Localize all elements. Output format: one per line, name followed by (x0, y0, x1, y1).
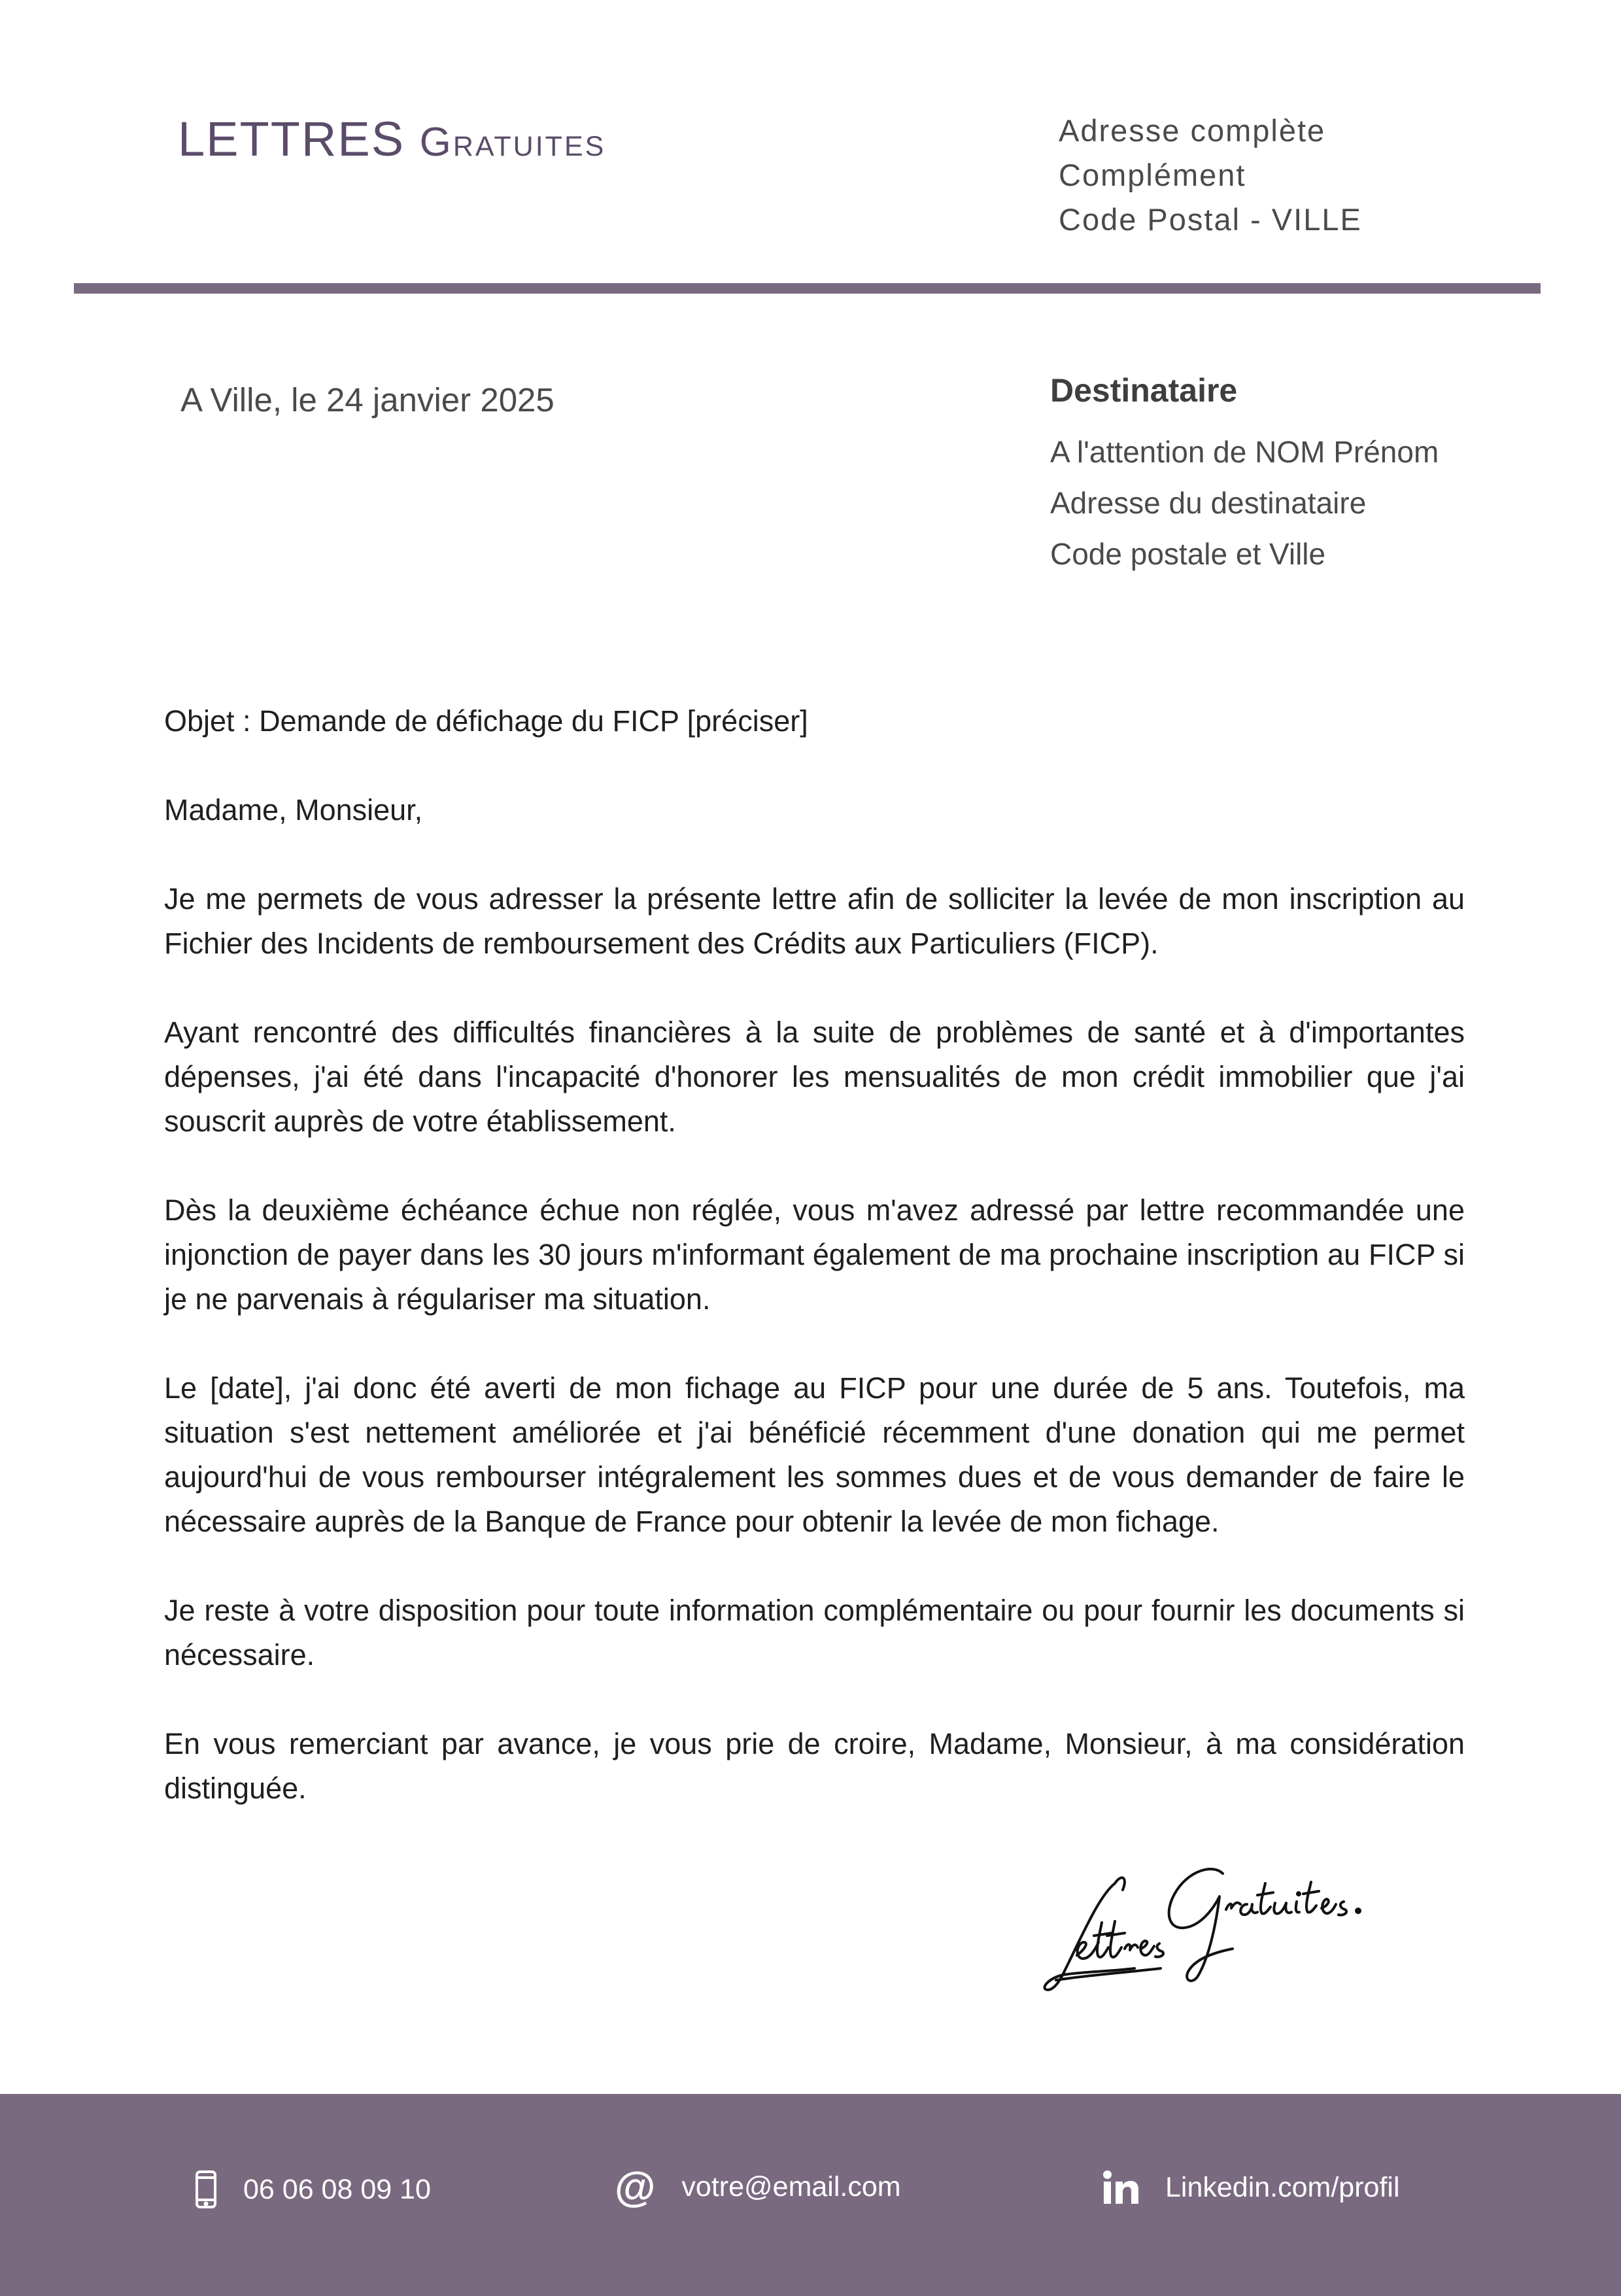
letter-object: Objet : Demande de défichage du FICP [préciser] (164, 704, 808, 738)
handwritten-signature (1036, 1844, 1416, 2001)
linkedin-text: Linkedin.com/profil (1165, 2171, 1400, 2203)
recipient-line: A l'attention de NOM Prénom (1050, 435, 1439, 469)
letter-paragraph: Je me permets de vous adresser la présente lettre afin de solliciter la levée de mon inscription au Fichier des Incidents de remboursement des Crédits aux Particuliers (FICP). (164, 882, 1465, 960)
brand-first: LETTRES (178, 112, 405, 166)
date-line: A Ville, le 24 janvier 2025 (180, 381, 555, 419)
brand-second: Gratuites (419, 120, 606, 165)
letter-paragraph: Le [date], j'ai donc été averti de mon fichage au FICP pour une durée de 5 ans. Toutefois, ma situation s'est nettement améliorée et j'ai bénéficié récemment d'une donation qui me permet aujourd'hui de vous rembourser intégralement les sommes dues et de vous demander de faire le nécessaire auprès de la Banque de France pour obtenir la levée de mon fichage. (164, 1371, 1465, 1538)
letter-body (164, 699, 1465, 1855)
linkedin-icon (1102, 2170, 1139, 2205)
letter-paragraph: En vous remerciant par avance, je vous prie de croire, Madame, Monsieur, à ma considération distinguée. (164, 1727, 1465, 1805)
sender-address-line: Complément (1059, 158, 1246, 192)
recipient-line: Code postale et Ville (1050, 537, 1326, 571)
footer-phone[interactable] (195, 2170, 431, 2209)
letter-paragraph: Ayant rencontré des difficultés financières à la suite de problèmes de santé et à d'importantes dépenses, j'ai été dans l'incapacité d'honorer les mensualités de mon crédit immobilier que j'ai souscrit auprès de votre établissement. (164, 1016, 1465, 1138)
recipient-block (1050, 371, 1439, 579)
recipient-line: Adresse du destinataire (1050, 486, 1367, 520)
sender-address-line: Code Postal - VILLE (1059, 202, 1362, 237)
recipient-title: Destinataire (1050, 372, 1238, 409)
sender-address (1059, 109, 1362, 242)
at-icon: @ (615, 2163, 656, 2210)
phone-icon (195, 2170, 217, 2209)
phone-text: 06 06 08 09 10 (243, 2173, 431, 2205)
email-text: votre@email.com (681, 2170, 901, 2202)
sender-address-line: Adresse complète (1059, 113, 1326, 148)
letter-paragraph: Dès la deuxième échéance échue non réglée, vous m'avez adressé par lettre recommandée une injonction de payer dans les 30 jours m'informant également de ma prochaine inscription au FICP si je ne parvenais à régulariser ma situation. (164, 1193, 1465, 1316)
footer-email[interactable] (615, 2163, 901, 2210)
header-divider (74, 283, 1541, 294)
footer-linkedin[interactable] (1102, 2170, 1400, 2205)
letter-greeting: Madame, Monsieur, (164, 793, 423, 827)
letter-paragraph: Je reste à votre disposition pour toute information complémentaire ou pour fournir les documents si nécessaire. (164, 1594, 1465, 1671)
brand-title (178, 111, 606, 167)
